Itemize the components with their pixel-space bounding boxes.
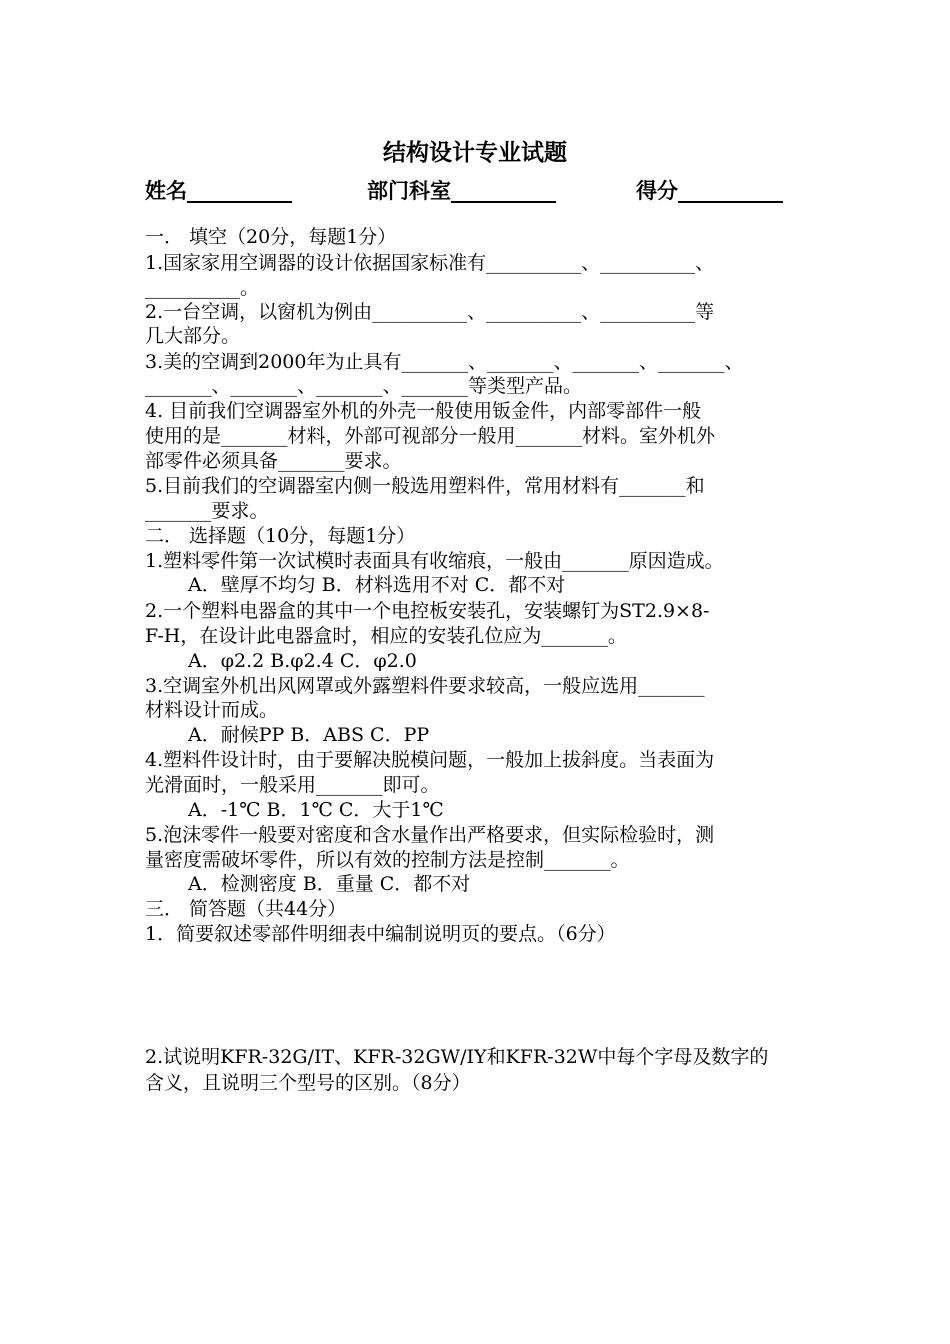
question-line: 含义，且说明三个型号的区别。（8分） — [145, 1072, 471, 1094]
question-line: 部零件必须具备_______要求。 — [145, 450, 402, 472]
page-title: 结构设计专业试题 — [383, 140, 567, 166]
name-field: 姓名__________ — [145, 179, 292, 203]
question-line: 1．简要叙述零部件明细表中编制说明页的要点。（6分） — [145, 923, 616, 945]
question-line: _______、_______、_______、_______等类型产品。 — [145, 375, 583, 397]
question-line: 使用的是_______材料，外部可视部分一般用_______材料。室外机外 — [145, 425, 716, 447]
question-line: __________。 — [145, 277, 260, 299]
question-line: 量密度需破坏零件，所以有效的控制方法是控制_______。 — [145, 849, 630, 871]
answer-options: A．耐候PP B．ABS C．PP — [188, 724, 430, 746]
question-line: 3.空调室外机出风网罩或外露塑料件要求较高，一般应选用_______ — [145, 675, 705, 697]
question-line: 1.塑料零件第一次试模时表面具有收缩痕，一般由_______原因造成。 — [145, 550, 724, 572]
question-line: 1.国家家用空调器的设计依据国家标准有__________、__________、 — [145, 252, 715, 274]
question-line: 2.试说明KFR-32G/IT、KFR-32GW/IY和KFR-32W中每个字母及数字的 — [145, 1046, 769, 1068]
question-line: _______要求。 — [145, 500, 269, 522]
question-line: 3.美的空调到2000年为止具有_______、_______、_______、_______、 — [145, 351, 744, 373]
question-line: 2.一台空调，以窗机为例由__________、__________、__________等 — [145, 301, 715, 323]
answer-options: A．检测密度 B．重量 C．都不对 — [188, 873, 471, 895]
answer-options: A．-1℃ B．1℃ C．大于1℃ — [188, 799, 444, 821]
question-line: 4.塑料件设计时，由于要解决脱模问题，一般加上拔斜度。当表面为 — [145, 749, 715, 771]
question-line: 5.泡沫零件一般要对密度和含水量作出严格要求，但实际检验时，测 — [145, 824, 715, 846]
question-line: 4. 目前我们空调器室外机的外壳一般使用钣金件，内部零部件一般 — [145, 400, 702, 422]
question-line: 2.一个塑料电器盒的其中一个电控板安装孔，安装螺钉为ST2.9×8- — [145, 600, 710, 622]
section-heading: 一． 填空（20分，每题1分） — [145, 226, 397, 248]
question-line: 5.目前我们的空调器室内侧一般选用塑料件，常用材料有_______和 — [145, 475, 705, 497]
question-line: 光滑面时，一般采用_______即可。 — [145, 774, 440, 796]
department-field: 部门科室__________ — [367, 179, 556, 203]
answer-options: A．φ2.2 B.φ2.4 C．φ2.0 — [188, 650, 417, 672]
section-heading: 三． 简答题（共44分） — [145, 898, 347, 920]
question-line: F-H，在设计此电器盒时，相应的安装孔位应为_______。 — [145, 625, 627, 647]
question-line: 几大部分。 — [145, 325, 241, 347]
section-heading: 二． 选择题（10分，每题1分） — [145, 525, 416, 547]
score-field: 得分__________ — [636, 179, 783, 203]
answer-options: A．壁厚不均匀 B．材料选用不对 C．都不对 — [188, 574, 566, 596]
question-line: 材料设计而成。 — [145, 699, 279, 721]
